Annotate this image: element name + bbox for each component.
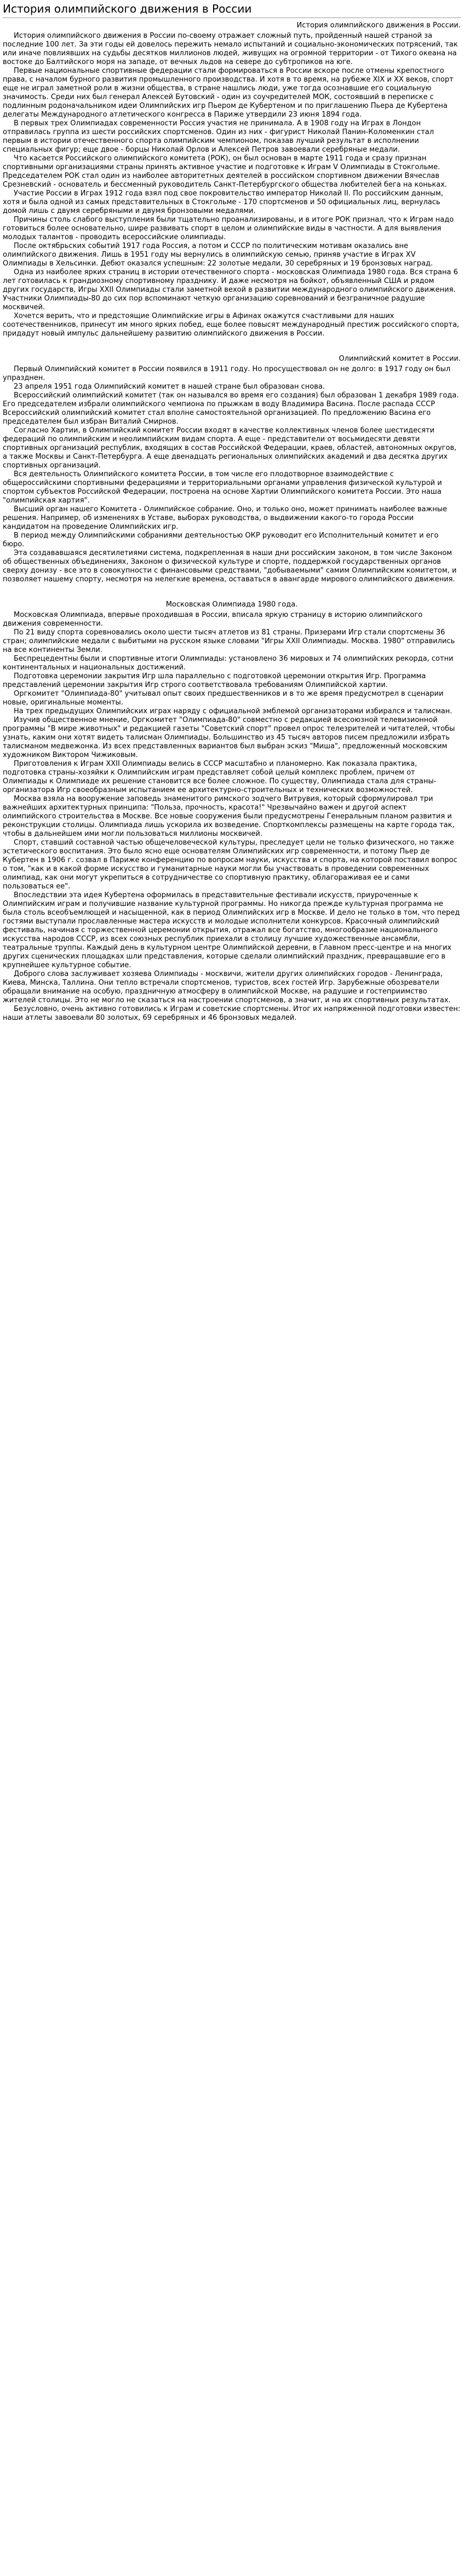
paragraph: 23 апреля 1951 года Олимпийский комитет в нашей стране был образован снова. <box>14 383 325 391</box>
paragraph: Приготовления к Играм XXII Олимпиады велись в СССР масштабно и планомерно. Как показала практика, подготовка страны-хозяйки к Олимпийским играм представляет собой целый комплекс проблем, причем от Олимпиады к Олимпиаде их решение становится все более сложное. По существу, Олимпиада стала для страны-организатора Игр своеобразным испытанием ее архитектурно-строительных и технических возможностей. <box>3 760 437 794</box>
paragraph: Оргкомитет "Олимпиада-80" учитывал опыт своих предшественников и в то же время предусмотрел в сценарии новые, оригинальные моменты. <box>3 690 444 707</box>
paragraph: В первых трех Олимпиадах современности Россия участия не принимала. А в 1908 году на Играх в Лондон отправилась группа из шести российских спортсменов. Один из них - фигурист Николай Панин-Коломенкин стал первым в истории отечественного спорта олимпийским чемпионом, показав лучший результат в исполнении специальных фигур; еще двое - борцы Николай Орлов и Алексей Петров завоевали серебряные медали. <box>3 119 434 154</box>
paragraph: Спорт, ставший составной частью общечеловеческой культуры, преследует цели не только физического, но также эстетического воспитания. Это было ясно еще основателям Олимпийских игр современности, и потому Пьер де Кубертен в 1906 г. созвал в Париже конференцию по вопросам науки, искусства и спорта, на которой поставил вопрос о том, "как и в какой форме искусство и гуманитарные науки могли бы участвовать в проведении современных олимпиад, как они могут укрепиться в сотрудничестве со спортивную практику, облагораживая ее и сами пользоваться ее". <box>3 839 457 891</box>
paragraph: Первый Олимпийский комитет в России появился в 1911 году. Но просуществовал он не долго: в 1917 году он был упразднен. <box>3 365 451 382</box>
paragraph: Первые национальные спортивные федерации стали формироваться в России вскоре после отмены крепостного права, с началом бурного развития промышленного производства. И хотя в то время, на рубеже XIX и XX веков, спорт еще не играл заметной роли в жизни общества, в стране нашлись люди, уже тогда осознавшие его социальную значимость. Среди них был генерал Алексей Бутовский - один из соучредителей МОК, состоявший в переписке с подлинным родоначальником идеи Олимпийских игр Пьером де Кубертеном и по приглашению Пьера де Кубертена делегаты Международного атлетического конгресса в Париже утвердили 23 июня 1894 года. <box>3 67 454 119</box>
section-heading: Московская Олимпиада 1980 года. <box>165 600 298 609</box>
paragraph: Что касается Российского олимпийского комитета (РОК), он был основан в марте 1911 года и сразу признан спортивными организациями страны принять активное участие и подготовке к Играм V Олимпиады в Стокгольме. Председателем РОК стал один из наиболее авторитетных деятелей в российском спортивном движении Вячеслав Срезневский - основатель и бессменный руководитель Санкт-Петербургского общества любителей бега на коньках. <box>3 154 448 189</box>
paragraph: Подготовка церемонии закрытия Игр шла параллельно с подготовкой церемонии открытия Игр. Программа представлений церемонии закрытия Игр строго соответствовала требованиям Олимпийской хартии. <box>3 672 426 689</box>
paragraph: На трех предыдущих Олимпийских играх наряду с официальной эмблемой организаторами избирался и талисман. <box>14 707 452 715</box>
paragraph: В период между Олимпийскими собраниями деятельностью ОКР руководит его Исполнительный комитет и его бюро. <box>3 532 439 548</box>
paragraph: Изучив общественное мнение, Оргкомитет "Олимпиада-80" совместно с редакцией всесоюзной телевизионной программы "В мире животных" и редакцией газеты "Советский спорт" провел опрос телезрителей и читателей, чтобы узнать, каким они хотят видеть талисман Олимпиады. Большинство из 45 тысяч авторов писем предложили избрать талисманом медвежонка. Из всех представленных вариантов был выбран эскиз "Миша", предложенный московским художником Виктором Чижиковым. <box>3 716 455 759</box>
paragraph: Московская Олимпиада, впервые проходившая в России, вписала яркую страницу в историю олимпийского движения современности. <box>3 611 423 628</box>
paragraph: Всероссийский олимпийский комитет (так он назывался во время его создания) был образован 1 декабря 1989 года. Его председателем избрали олимпийского чемпиона по прыжкам в воду Владимира Васина. После распада СССР Всероссийский олимпийский комитет стал вполне самостоятельной организацией. По предложению Васина его председателем был избран Виталий Смирнов. <box>3 391 459 426</box>
paragraph: Безусловно, очень активно готовились к Играм и советские спортсмены. Итог их напряженной подготовки известен: наши атлеты завоевали 80 золотых, 69 серебряных и 46 бронзовых медалей. <box>3 1005 461 1022</box>
paragraph: Эта создававшаяся десятилетиями система, подкрепленная в наши дни российским законом, в том числе Законом об общественных объединениях, Законом о физической культуре и спорте, поддержкой государственных органов сверху донизу - все это в совокупности с финансовыми средствами, "добываемыми" самим Олимпийским комитетом, и позволяет нашему спорту, несмотря на нелегкие времена, оставаться в авангарде мирового олимпийского движения. <box>3 549 457 584</box>
paragraph: Впоследствии эта идея Кубертена оформилась в представительные фестивали искусств, приуроченные к Олимпийским играм и получившие название культурной программы. Но никогда прежде культурная программа не была столь всеобъемлющей и насыщенной, как в период Олимпийских игр в Москве. И дело не только в том, что перед гостями выступали прославленные мастера искусств и молодые исполнители конкурсов. Красочный олимпийский фестиваль, начиная с торжественной церемонии открытия, отражал все богатство, многообразие национального искусства народов СССР, из всех союзных республик приехали в столицу лучшие художественные ансамбли, театральные труппы. Каждый день в культурном центре Олимпийской деревни, в Главном пресс-центре и на многих других сценических площадках шли представления, которые сделали олимпийский праздник, превращавшие его в крупнейшее культурное событие. <box>3 891 460 969</box>
paragraph: Высший орган нашего Комитета - Олимпийское собрание. Оно, и только оно, может принимать наиболее важные решения. Например, об изменениях в Уставе, выборах руководства, о выдвижении какого-то города России кандидатом на проведение Олимпийских игр. <box>3 505 448 531</box>
paragraph: История олимпийского движения в России по-своему отражает сложный путь, пройденный нашей страной за последние 100 лет. За эти годы ей довелось пережить немало испытаний и социально-экономических потрясений, так или иначе повлиявших на судьбы десятков миллионов людей, живущих на огромной территории - от Тихого океана на востоке до Балтийского моря на западе, от вечных льдов на севере до субтропиков на юге. <box>3 32 458 66</box>
document-body <box>3 21 461 1023</box>
document-title: История олимпийского движения в России <box>3 2 461 18</box>
document-section <box>3 355 461 584</box>
paragraph: Хочется верить, что и предстоящие Олимпийские игры в Афинах окажутся счастливыми для наших соотечественников, принесут им много ярких побед, еще более повысят международный престиж российского спорта, придадут новый импульс дальнейшему развитию олимпийского движения в России. <box>3 312 460 338</box>
paragraph: Вся деятельность Олимпийского комитета России, в том числе его плодотворное взаимодействие с общероссийскими спортивными федерациями и территориальными органами управления физической культурой и спортом субъектов Российской Федерации, построена на основе Хартии Олимпийского комитета России. Это наша "олимпийская хартия". <box>3 470 442 505</box>
paragraph: После октябрьских событий 1917 года Россия, а потом и СССР по политическим мотивам оказались вне олимпийского движения. Лишь в 1951 году мы вернулись в олимпийскую семью, приняв участие в Играх XV Олимпиады в Хельсинки. Дебют оказался успешным: 22 золотые медали, 30 серебряных и 19 бронзовых наград. <box>3 242 433 268</box>
paragraph: Беспрецедентны были и спортивные итоги Олимпиады: установлено 36 мировых и 74 олимпийских рекорда, сотни континентальных и национальных достижений. <box>3 655 454 672</box>
paragraph: Доброго слова заслуживает хозяева Олимпиады - москвичи, жители других олимпийских городов - Ленинграда, Киева, Минска, Таллина. Они тепло встречали спортсменов, туристов, всех гостей Игр. Зарубежные обозреватели обращали внимание на особую, праздничную атмосферу в олимпийской Москве, на радушие и гостеприимство жителей столицы. Это не могло не сказаться на настроении спортсменов, а значит, и на их спортивных результатах. <box>3 970 451 1004</box>
paragraph: Участие России в Играх 1912 года взял под свое покровительство император Николай II. По российским данным, хотя и была одной из самых представительных в Стокгольме - 170 спортсменов и 50 официальных лиц, вернулась домой лишь с двумя серебряными и двумя бронзовыми медалями. <box>3 189 443 215</box>
document-section <box>3 21 461 338</box>
paragraph: Москва взяла на вооружение заповедь знаменитого римского зодчего Витрувия, который сформулировал три важнейших архитектурных принципа: "Польза, прочность, красота!" Чрезвычайно важен и другой аспект олимпийского строительства в Москве. Все новые сооружения были предусмотрены Генеральным планом развития и реконструкции столицы. Олимпиада лишь ускорила их возведение. Спорткомплексы размещены на карте города так, чтобы в дальнейшем ими могли пользоваться миллионы москвичей. <box>3 795 455 838</box>
document-page <box>0 2 464 1023</box>
paragraph: Согласно Хартии, в Олимпийский комитет России входят в качестве коллективных членов более шестидесяти федераций по олимпийским и неолимпийским видам спорта. А еще - представители от восьмидесяти девяти спортивных организаций республик, входящих в состав Российской Федерации, краев, областей, автономных округов, а также Москвы и Санкт-Петербурга. А еще двенадцать региональных олимпийских академий и два десятка других спортивных организаций. <box>3 426 457 470</box>
section-heading: История олимпийского движения в России. <box>296 21 461 30</box>
section-heading: Олимпийский комитет в России. <box>339 355 461 363</box>
document-section <box>3 600 461 1023</box>
paragraph: Одна из наиболее ярких страниц в истории отечественного спорта - московская Олимпиада 1980 года. Вся страна 6 лет готовилась к грандиозному спортивному празднику. И даже несмотря на бойкот, объявленный США и рядом других государств, Игры XXII Олимпиады стали заметной вехой в развитии международного олимпийского движения. Участники Олимпиады-80 до сих пор вспоминают четкую организацию соревнований и безграничное радушие москвичей. <box>3 268 458 311</box>
paragraph: По 21 виду спорта соревновались около шести тысяч атлетов из 81 страны. Призерами Игр стали спортсмены 36 стран; олимпийские медали с выбитыми на русском языке словами "Игры XXII Олимпиады. Москва. 1980" отправились на все континенты Земли. <box>3 628 455 654</box>
paragraph: Причины столь слабого выступления были тщательно проанализированы, и в итоге РОК признал, что к Играм надо готовиться более основательно, шире развивать спорт в целом и олимпийские виды в частности. А для выявления молодых талантов - проводить всероссийские олимпиады. <box>3 216 454 241</box>
